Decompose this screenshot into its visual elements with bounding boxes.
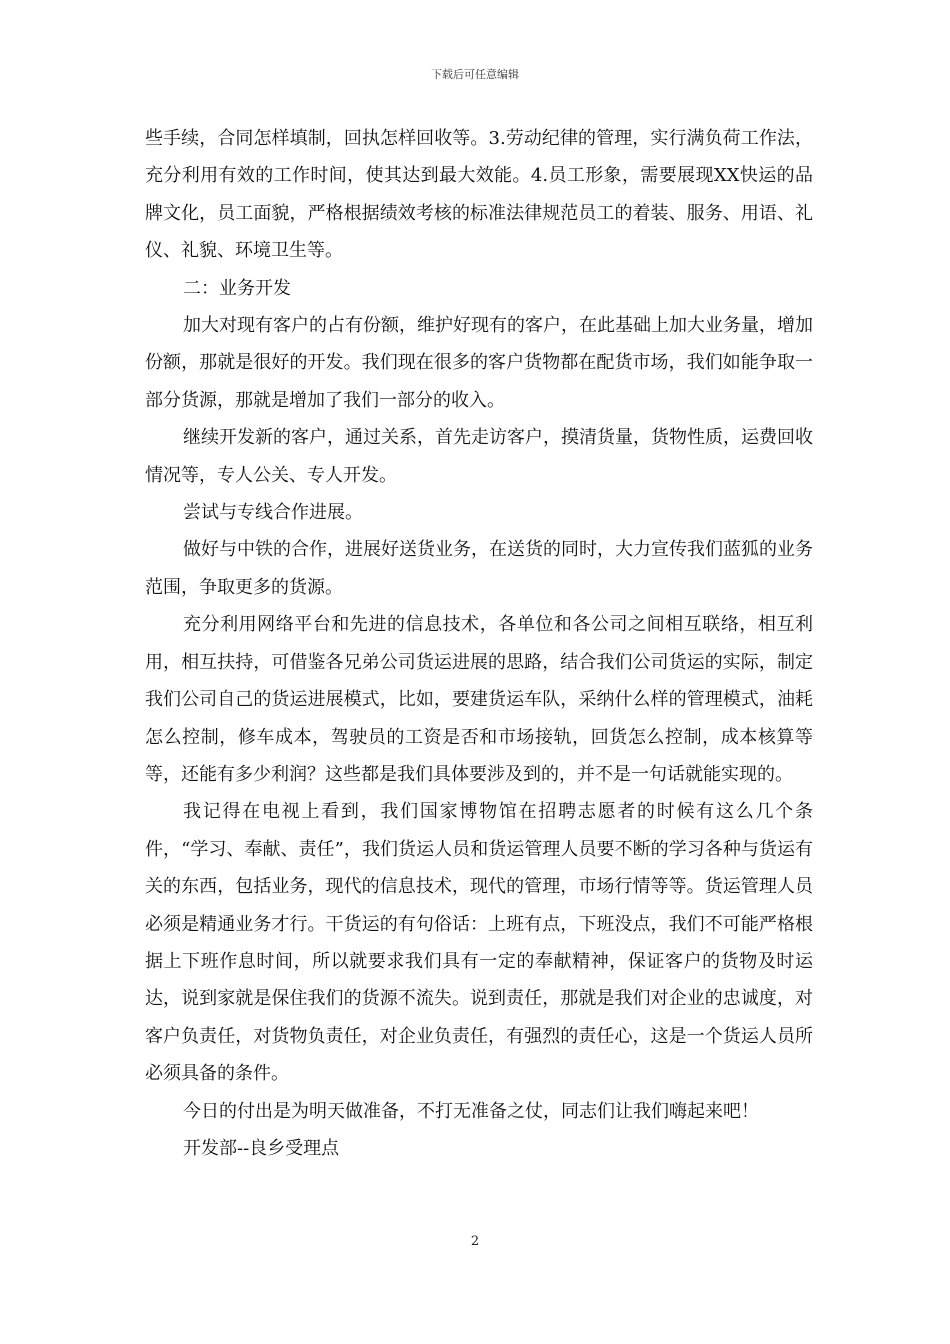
signature-department: 开发部--良乡受理点	[183, 1137, 340, 1159]
paragraph-china-railway: 做好与中铁的合作，进展好送货业务，在送货的同时，大力宣传我们蓝狐的业务范围，争取更多的货源。	[145, 539, 813, 598]
paragraph-existing-clients: 加大对现有客户的占有份额，维护好现有的客户，在此基础上加大业务量，增加份额，那就是很好的开发。我们现在很多的客户货物都在配货市场，我们如能争取一部分货源，那就是增加了我们一部分的收入。	[145, 315, 813, 411]
paragraph-museum-volunteers: 我记得在电视上看到，我们国家博物馆在招聘志愿者的时候有这么几个条件，“学习、奉献、责任”，我们货运人员和货运管理人员要不断的学习各种与货运有关的东西，包括业务，现代的信息技术，现代的管理，市场行情等等。货运管理人员必须是精通业务才行。干货运的有句俗话：上班有点，下班没点，我们不可能严格根据上下班作息时间，所以就要求我们具有一定的奉献精神，保证客户的货物及时运达，说到家就是保住我们的货源不流失。说到责任，那就是我们对企业的忠诚度，对客户负责任，对货物负责任，对企业负责任，有强烈的责任心，这是一个货运人员所必须具备的条件。	[145, 801, 813, 1085]
paragraph-continuation: 些手续，合同怎样填制，回执怎样回收等。3.劳动纪律的管理，实行满负荷工作法，充分利用有效的工作时间，使其达到最大效能。4.员工形象，需要展现XX快运的品牌文化，员工面貌，严格根据绩效考核的标准法律规范员工的着装、服务、用语、礼仪、礼貌、环境卫生等。	[145, 128, 813, 262]
paragraph-network-platform: 充分利用网络平台和先进的信息技术，各单位和各公司之间相互联络，相互利用，相互扶持，可借鉴各兄弟公司货运进展的思路，结合我们公司货运的实际，制定我们公司自己的货运进展模式，比如，要建货运车队，采纳什么样的管理模式，油耗怎么控制，修车成本，驾驶员的工资是否和市场接轨，回货怎么控制，成本核算等等，还能有多少利润？这些都是我们具体要涉及到的，并不是一句话就能实现的。	[145, 614, 813, 785]
page-header-note: 下载后可任意编辑	[431, 68, 519, 81]
paragraph-dedicated-line: 尝试与专线合作进展。	[183, 502, 363, 524]
section-heading-business-development: 二：业务开发	[183, 277, 291, 299]
paragraph-closing-call: 今日的付出是为明天做准备，不打无准备之仗，同志们让我们嗨起来吧！	[183, 1100, 759, 1122]
paragraph-new-clients: 继续开发新的客户，通过关系，首先走访客户，摸清货量，货物性质，运费回收情况等，专人公关、专人开发。	[145, 427, 813, 486]
document-body	[145, 120, 813, 1167]
page-number: 2	[470, 1234, 480, 1249]
